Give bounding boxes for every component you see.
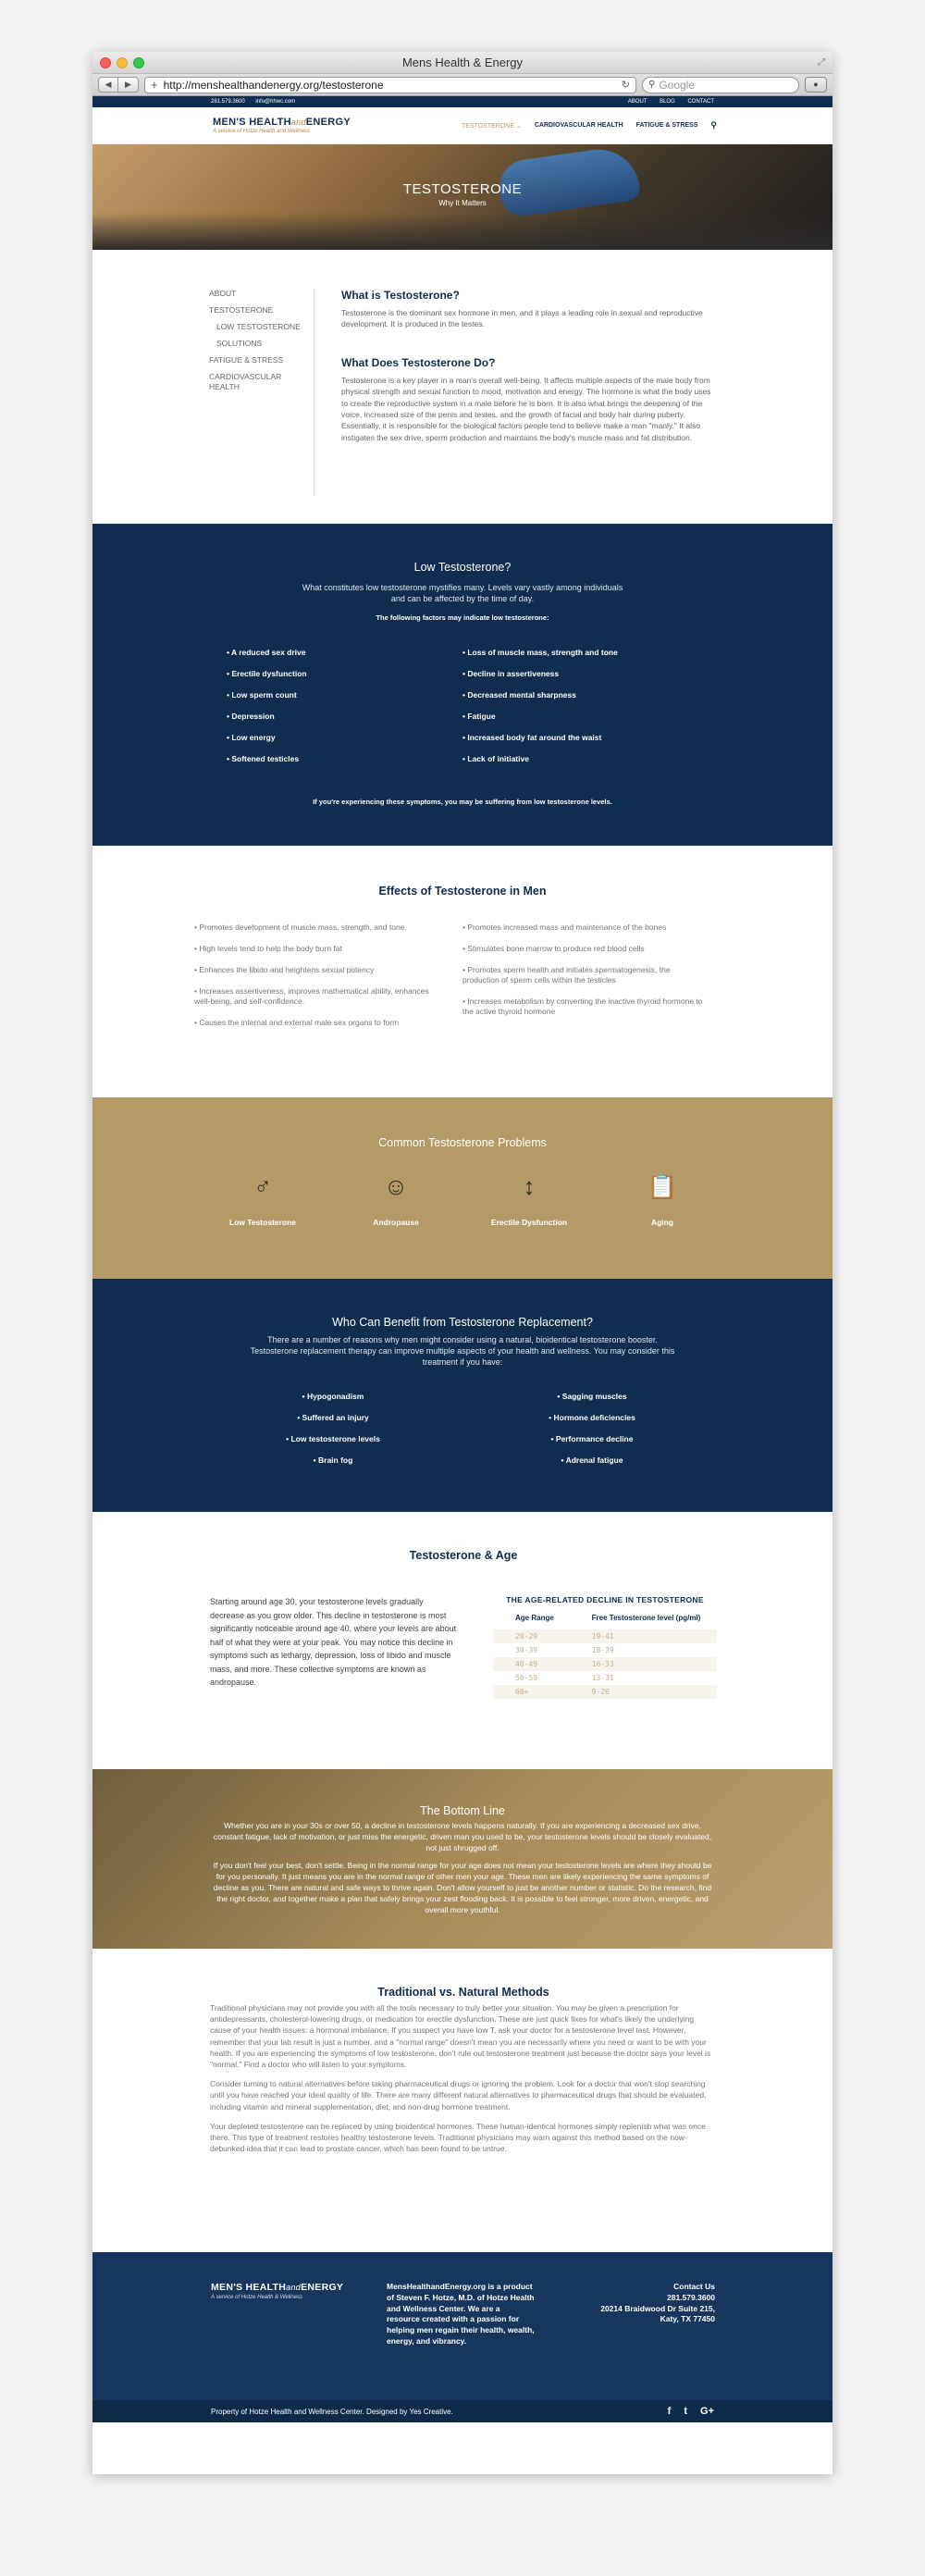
natural-p2: Consider turning to natural alternatives before taking pharmaceutical drugs or ignoring the problem. Look for a doctor that won't stop searching until you have reached your ideal quality of life. There are many different natural alternatives to pharmaceutical drugs that should be evaluated, including vitamin and mineral supplementation, diet, and non-drug hormone treatment. [210, 2079, 707, 2112]
logo-part1: MEN'S HEALTH [213, 117, 291, 128]
problem-label: Andropause [373, 1218, 419, 1227]
list-item: • Increases assertiveness, improves mathematical ability, enhances well-being, and self-confidence. [194, 986, 429, 1006]
clipboard-chart-icon: 📋 [647, 1172, 678, 1200]
browser-window [92, 52, 832, 2474]
table-cell: 50-59 [515, 1674, 538, 1682]
logo-tagline: A service of Hotze Health and Wellness [213, 129, 311, 134]
what-is-heading: What is Testosterone? [341, 289, 460, 302]
problem-andropause[interactable] [329, 1168, 462, 1227]
list-item: • Stimulates bone marrow to produce red blood cells [462, 944, 645, 953]
benefit-right [462, 1392, 722, 1477]
nav-buttons [98, 77, 139, 93]
sidenav-solutions[interactable]: SOLUTIONS [216, 339, 263, 348]
table-cell: 9-26 [570, 1685, 717, 1699]
add-bookmark-icon[interactable]: + [151, 78, 158, 92]
list-item: • Decreased mental sharpness [462, 690, 576, 700]
table-cell: 19-41 [570, 1629, 717, 1643]
list-item: • Depression [227, 712, 275, 721]
list-item: • Loss of muscle mass, strength and tone [462, 648, 618, 657]
what-does-heading: What Does Testosterone Do? [341, 355, 496, 369]
sidenav-fatigue[interactable]: FATIGUE & STRESS [209, 355, 284, 365]
table-cell: 13-31 [591, 1674, 614, 1682]
list-item: • Hypogonadism [302, 1392, 364, 1401]
nav-cardiovascular[interactable]: CARDIOVASCULAR HEALTH [534, 122, 623, 129]
low-factors-intro: The following factors may indicate low testosterone: [376, 613, 549, 622]
about-section [92, 250, 832, 524]
topbar-link-about[interactable]: ABOUT [627, 99, 648, 105]
table-row [493, 1657, 717, 1671]
logo-part2: ENERGY [305, 117, 352, 128]
nav-fatigue[interactable]: FATIGUE & STRESS [635, 122, 698, 129]
footer-logo-tagline: A service of Hotze Health & Wellness [211, 2295, 303, 2300]
table-row [493, 1685, 717, 1699]
topbar-email[interactable]: info@hhwc.com [255, 99, 296, 105]
benefit-title: Who Can Benefit from Testosterone Replacement? [332, 1316, 593, 1329]
window-controls [100, 57, 144, 68]
twitter-icon[interactable]: t [684, 2406, 688, 2417]
natural-title: Traditional vs. Natural Methods [377, 1986, 549, 1999]
footer-logo[interactable] [211, 2282, 387, 2400]
search-placeholder: Google [659, 78, 696, 92]
topbar-phone[interactable]: 281.579.3600 [211, 99, 245, 105]
social-links [668, 2406, 714, 2417]
copyright-bar [92, 2400, 832, 2422]
age-table [493, 1595, 717, 1699]
benefit-section [92, 1279, 832, 1512]
topbar-link-blog[interactable]: BLOG [660, 99, 675, 105]
problems-title: Common Testosterone Problems [378, 1136, 547, 1149]
problem-low-testosterone[interactable] [196, 1168, 329, 1227]
address-bar[interactable] [144, 77, 636, 93]
account-button[interactable]: ● [805, 77, 827, 93]
low-intro: What constitutes low testosterone mystifies many. Levels vary vastly among individuals and can be affected by the time of day. [302, 583, 623, 603]
table-cell: 16-33 [570, 1657, 717, 1671]
table-row [493, 1629, 717, 1643]
side-nav [209, 289, 314, 496]
list-item: • Low energy [227, 733, 276, 742]
list-item: • Low sperm count [227, 690, 297, 700]
contact-address2: Katy, TX 77450 [660, 2314, 715, 2324]
list-item: • Increased body fat around the waist [462, 733, 602, 742]
list-item: • Increases metabolism by converting the inactive thyroid hormone to the active thyroid hormone [462, 997, 703, 1016]
table-cell: 18-39 [591, 1646, 614, 1654]
list-item: • Lack of initiative [462, 754, 529, 763]
zoom-button[interactable] [133, 57, 144, 68]
reload-icon[interactable]: ↻ [621, 80, 630, 91]
site-topbar [92, 96, 832, 107]
list-item: • Fatigue [462, 712, 496, 721]
list-item: • Promotes increased mass and maintenance of the bones [462, 923, 667, 932]
natural-p3: Your depleted testosterone can be replaced by using bioidentical hormones. These human-identical hormones simply replenish what was once there. This type of treatment restores healthy testosterone levels. Traditional physicians may warn against this method based on the now-debunked idea that it can lead to prostate cancer, which has been found to be untrue. [210, 2121, 706, 2154]
contact-phone[interactable]: 281.579.3600 [667, 2292, 715, 2302]
fullscreen-icon[interactable]: ⤢ [818, 57, 825, 68]
minimize-button[interactable] [117, 57, 128, 68]
google-plus-icon[interactable]: G+ [700, 2406, 714, 2417]
older-man-icon: ☺ [383, 1172, 409, 1200]
footer-logo-and: and [286, 2283, 302, 2292]
natural-section [92, 1949, 832, 2252]
contact-title: Contact Us [673, 2282, 715, 2291]
footer-about: MensHealthandEnergy.org is a product of Steven F. Hotze, M.D. of Hotze Health and Wellness Center. We are a resource created with a passion for helping men regain their health, wealth, energy, and vibrancy. [387, 2282, 535, 2346]
facebook-icon[interactable]: f [667, 2406, 672, 2417]
list-item: • Hormone deficiencies [549, 1413, 635, 1422]
search-field[interactable] [642, 77, 799, 93]
age-text: Starting around age 30, your testosterone levels gradually decrease as you grow older. This decline in testosterone is most significantly noticeable around age 40, where your levels are about half of what they were at your peak. You may notice this decline in symptoms such as lethargy, depression, loss of libido and muscle mass, and more. These collective symptoms are known as andropause. [210, 1597, 457, 1687]
problems-section [92, 1097, 832, 1279]
bottom-title: The Bottom Line [420, 1804, 505, 1817]
table-row [493, 1671, 717, 1685]
list-item: • Causes the internal and external male sex organs to form [194, 1018, 400, 1027]
sidenav-low-testosterone[interactable]: LOW TESTOSTERONE [216, 322, 301, 331]
bottom-p2: If you don't feel your best, don't settle. Being in the normal range for your age does not mean your testosterone levels are where they should be for you personally. It just means you are in the normal range of other men your age. These men are likely experiencing the same symptoms of decline as you. There are natural and safe ways to thrive again. Don't allow yourself to just be another number or statistic. Do the research, find the right doctor, and together make a plan that safely brings your zest flooding back. It is possible to feel stronger, more driven, energetic, and overall more youthful. [213, 1861, 712, 1914]
low-factors-right [462, 648, 698, 775]
list-item: • High levels tend to help the body burn fat [194, 944, 342, 953]
topbar-link-contact[interactable]: CONTACT [687, 99, 714, 105]
search-icon: ⚲ [648, 80, 656, 90]
effects-title: Effects of Testosterone in Men [378, 885, 547, 898]
list-item: • Sagging muscles [557, 1392, 627, 1401]
search-icon[interactable]: ⚲ [710, 120, 717, 130]
sidenav-testosterone[interactable]: TESTOSTERONE [209, 305, 274, 315]
low-title: Low Testosterone? [413, 561, 512, 574]
low-testosterone-section [92, 524, 832, 846]
contact-address1: 20214 Braidwood Dr Suite 215, [600, 2303, 715, 2313]
benefit-intro: There are a number of reasons why men might consider using a natural, bioidentical testosterone booster. Testosterone replacement therapy can improve multiple aspects of your health and wellness. You may consider this treatment if you have: [250, 1335, 675, 1367]
list-item: • Erectile dysfunction [227, 669, 307, 678]
list-item: • Adrenal fatigue [561, 1455, 623, 1465]
up-down-arrow-icon: ↕ [523, 1172, 536, 1200]
bottom-line-section [92, 1769, 832, 1949]
natural-p1: Traditional physicians may not provide you with all the tools necessary to truly better your situation. You may be given a prescription for antidepressants, cholesterol-lowering drugs, or medication for erectile dysfunction. These are just quick fixes for what's likely the underlying cause of your health issues: a hormonal imbalance. If you suspect you have low T, ask your doctor for a testosterone level test. However, remember that your lab result is just a number, and a "normal range" doesn't mean you are necessarily where you need or want to be with your health. If you are experiencing the symptoms of low testosterone, don't rule out testosterone treatment just because the doctor says your level is "normal." Find a doctor who will listen to your symptoms. [210, 2003, 711, 2070]
problem-label: Aging [650, 1218, 674, 1227]
hero-title: TESTOSTERONE [402, 181, 523, 197]
footer-logo-part2: ENERGY [301, 2282, 344, 2293]
male-symbol-icon: ♂ [253, 1172, 272, 1200]
url-text[interactable]: http://menshealthandenergy.org/testosterone [163, 78, 384, 92]
table-cell: 20-29 [493, 1629, 570, 1643]
list-item: • Brain fog [313, 1455, 353, 1465]
forward-button[interactable]: ▶ [118, 77, 139, 93]
hero-banner [92, 144, 832, 250]
problem-label: Erectile Dysfunction [490, 1218, 568, 1227]
list-item: • Promotes development of muscle mass, strength, and tone [194, 923, 405, 932]
age-section [92, 1512, 832, 1769]
list-item: • Promotes sperm health and initiates spermatogenesis, the production of sperm cells within the testicles [462, 965, 671, 985]
sidenav-about[interactable]: ABOUT [209, 289, 237, 298]
browser-toolbar [92, 74, 832, 96]
age-table-title: THE AGE-RELATED DECLINE IN TESTOSTERONE [506, 1595, 704, 1604]
table-cell: 60+ [493, 1685, 570, 1699]
list-item: • Decline in assertiveness [462, 669, 560, 678]
low-outro: If you're experiencing these symptoms, you may be suffering from low testosterone levels. [313, 798, 612, 806]
list-item: • Enhances the libido and heightens sexual potency [194, 965, 375, 974]
site-footer [92, 2252, 832, 2400]
what-does-text: Testosterone is a key player in a man's overall well-being. It affects multiple aspects of the male body from physical strength and sexual function to mood, motivation and energy. The hormone is what the body uses to create the reproductive system in a male before he is born. It is also what brings the deepening of the voice, increased size of the penis and testes, and the growth of facial and body hair during puberty. Essentially, it is responsible for the biological factors people tend to believe make a man "manly." It also instigates the sex drive, sperm production and maintains the body's muscle mass and fat distribution. [341, 375, 711, 442]
footer-contact [535, 2282, 715, 2400]
problem-erectile-dysfunction[interactable] [462, 1168, 596, 1227]
effects-left [194, 923, 462, 1039]
footer-logo-part1: MEN'S HEALTH [211, 2282, 287, 2293]
about-content [314, 289, 717, 496]
effects-section [92, 846, 832, 1097]
nav-testosterone[interactable]: TESTOSTERONE ⌄ [461, 122, 522, 130]
list-item: • Softened testicles [227, 754, 300, 763]
low-factors-left [227, 648, 462, 775]
problem-aging[interactable] [596, 1168, 729, 1227]
site-logo[interactable] [213, 117, 351, 134]
logo-and: and [290, 118, 306, 127]
table-row [493, 1643, 717, 1657]
effects-right [462, 923, 731, 1039]
title-bar [92, 52, 832, 74]
problem-label: Low Testosterone [228, 1218, 297, 1227]
table-header: Age Range [515, 1614, 554, 1622]
list-item: • Performance decline [550, 1434, 634, 1443]
table-cell: 40-49 [493, 1657, 570, 1671]
table-cell: 30-39 [515, 1646, 538, 1654]
list-item: • A reduced sex drive [227, 648, 306, 657]
bottom-p1: Whether you are in your 30s or over 50, a decline in testosterone levels happens naturally. If you are experiencing a decreased sex drive, constant fatigue, lack of motivation, or just miss the energetic, driven man you used to be, your testosterone levels should be closely evaluated, not just shrugged off. [213, 1821, 712, 1852]
age-title: Testosterone & Age [409, 1549, 518, 1562]
benefit-left [204, 1392, 462, 1477]
list-item: • Suffered an injury [297, 1413, 369, 1422]
table-header: Free Testosterone level (pg/ml) [591, 1614, 701, 1622]
what-is-text: Testosterone is the dominant sex hormone in men, and it plays a leading role in sexual and reproductive development. It is produced in the testes. [341, 308, 703, 329]
copyright-text: Property of Hotze Health and Wellness Center. Designed by Yes Creative. [211, 2407, 453, 2416]
window-title: Mens Health & Energy [401, 56, 524, 69]
sidenav-cardiovascular[interactable]: CARDIOVASCULAR HEALTH [209, 372, 282, 391]
site-header [92, 107, 832, 144]
list-item: • Low testosterone levels [286, 1434, 380, 1443]
hero-subtitle: Why It Matters [438, 199, 487, 207]
back-button[interactable]: ◀ [98, 77, 118, 93]
main-nav [462, 120, 717, 130]
close-button[interactable] [100, 57, 111, 68]
